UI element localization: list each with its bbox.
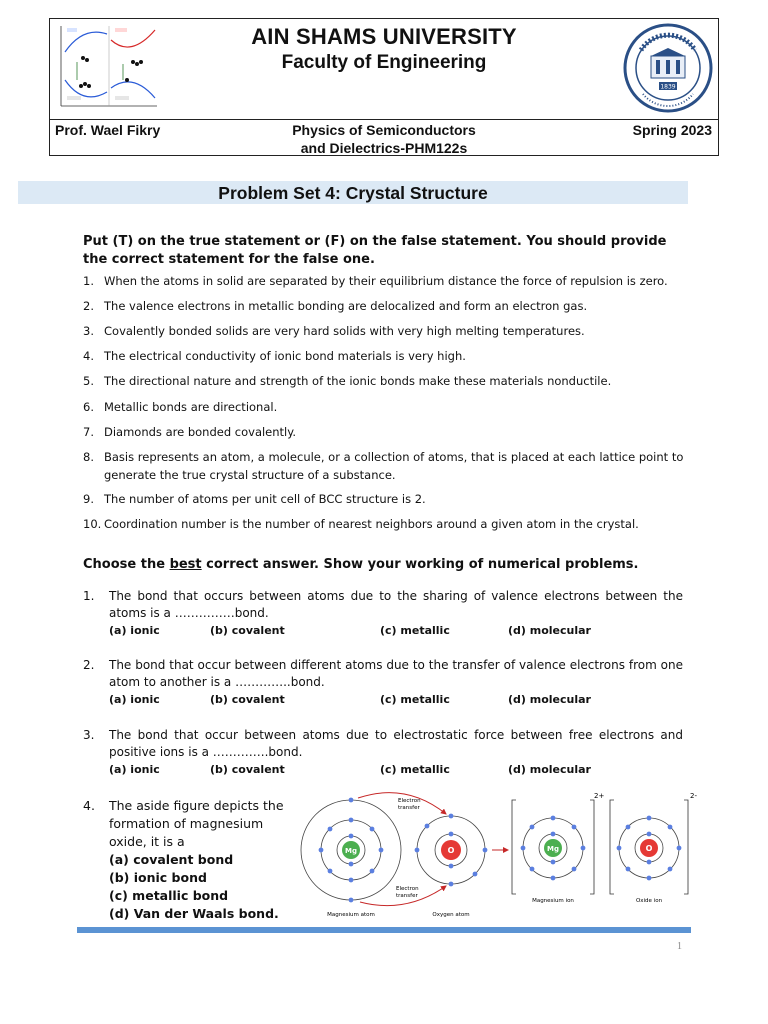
option: (c) metallic xyxy=(380,763,450,776)
option: (a) ionic xyxy=(109,693,160,706)
label-electron-transfer-bottom-2: transfer xyxy=(396,893,418,899)
option: (d) molecular xyxy=(508,693,591,706)
oxygen-atom xyxy=(415,814,488,887)
option: (b) covalent xyxy=(210,763,285,776)
course-name-line1: Physics of Semiconductors xyxy=(292,122,476,138)
label-electron-transfer-top-2: transfer xyxy=(398,805,420,811)
magnesium-ion xyxy=(512,792,604,894)
option: (a) ionic xyxy=(109,763,160,776)
option: (a) covalent bond xyxy=(109,852,234,867)
page-number: 1 xyxy=(677,941,682,952)
caption-mg-atom: Magnesium atom xyxy=(327,912,375,918)
caption-o-atom: Oxygen atom xyxy=(432,912,470,918)
option: (d) molecular xyxy=(508,624,591,637)
mg-ion-symbol: Mg xyxy=(547,845,559,853)
section-mcq-heading: Choose the best correct answer. Show your working of numerical problems. xyxy=(83,557,639,572)
tf-list: 1. When the atoms in solid are separated by their equilibrium distance the force of repulsion is zero. 2. The valence electrons in metallic bonding are delocalized and form an electron gas. 3. Covalently bonded solids are very hard solids with very high melting temperatures. 4. The electrical conductivity of ionic bond materials is very high. 5. The directional nature and strength of the ionic bonds make these materials nonductile. 6. Metallic bonds are directional. 7. Diamonds are bonded covalently. 8. Basis represents an atom, a molecule, or a collection of atoms, that is placed at each lattice point to generate the true crystal structure of a substance. 9. The number of atoms per unit cell of BCC structure is 2. 10. Coordination number is the number of nearest neighbors around a given atom in the crystal. xyxy=(83,274,684,531)
question-1: 1. The bond that occurs between atoms due to the sharing of valence electrons between the atoms is a ……………bond. xyxy=(83,589,683,620)
question-2: 2. The bond that occur between different atoms due to the transfer of valence electrons from one atom to another is a …………..bond. xyxy=(83,658,683,689)
footer-rule xyxy=(77,927,691,933)
seal-year: 1839 xyxy=(660,83,676,91)
page-title: Problem Set 4: Crystal Structure xyxy=(218,183,488,203)
question-4-line: formation of magnesium xyxy=(109,816,264,831)
option: (b) covalent xyxy=(210,693,285,706)
option: (c) metallic xyxy=(380,624,450,637)
course-name-line2: and Dielectrics-PHM122s xyxy=(300,140,468,156)
professor-name: Prof. Wael Fikry xyxy=(55,122,161,138)
option: (d) Van der Waals bond. xyxy=(109,906,279,921)
caption-o-ion: Oxide ion xyxy=(635,898,663,904)
question-3: 3. The bond that occur between atoms due to electrostatic force between free electrons and positive ions is a …………..bond. xyxy=(83,728,683,759)
section-tf-heading: Put (T) on the true statement or (F) on the false statement. You should provide the correct statement for the false one. xyxy=(83,234,667,267)
label-electron-transfer-bottom: Electron xyxy=(396,886,419,892)
oxide-ion xyxy=(610,792,697,894)
label-electron-transfer-top: Electron xyxy=(398,798,421,804)
o-ion-charge: 2- xyxy=(690,792,697,800)
magnesium-atom xyxy=(301,798,401,903)
caption-mg-ion: Magnesium ion xyxy=(532,898,574,904)
faculty-name: Faculty of Engineering xyxy=(281,52,487,73)
mg-symbol: Mg xyxy=(345,847,357,855)
option: (b) covalent xyxy=(210,624,285,637)
term: Spring 2023 xyxy=(632,122,712,138)
mg-ion-charge: 2+ xyxy=(594,792,605,800)
option: (d) molecular xyxy=(508,763,591,776)
o-ion-symbol: O xyxy=(645,844,653,853)
o-symbol: O xyxy=(447,846,455,855)
university-name: AIN SHAMS UNIVERSITY xyxy=(251,24,517,49)
question-4-number: 4. xyxy=(83,798,95,813)
question-4-line: The aside figure depicts the xyxy=(109,798,284,813)
question-4-line: oxide, it is a xyxy=(109,834,185,849)
header-divider xyxy=(49,119,719,120)
mgo-formation-figure xyxy=(296,786,706,920)
university-seal-logo xyxy=(623,22,713,114)
option: (a) ionic xyxy=(109,624,160,637)
option: (b) ionic bond xyxy=(109,870,207,885)
option: (c) metallic bond xyxy=(109,888,229,903)
option: (c) metallic xyxy=(380,693,450,706)
